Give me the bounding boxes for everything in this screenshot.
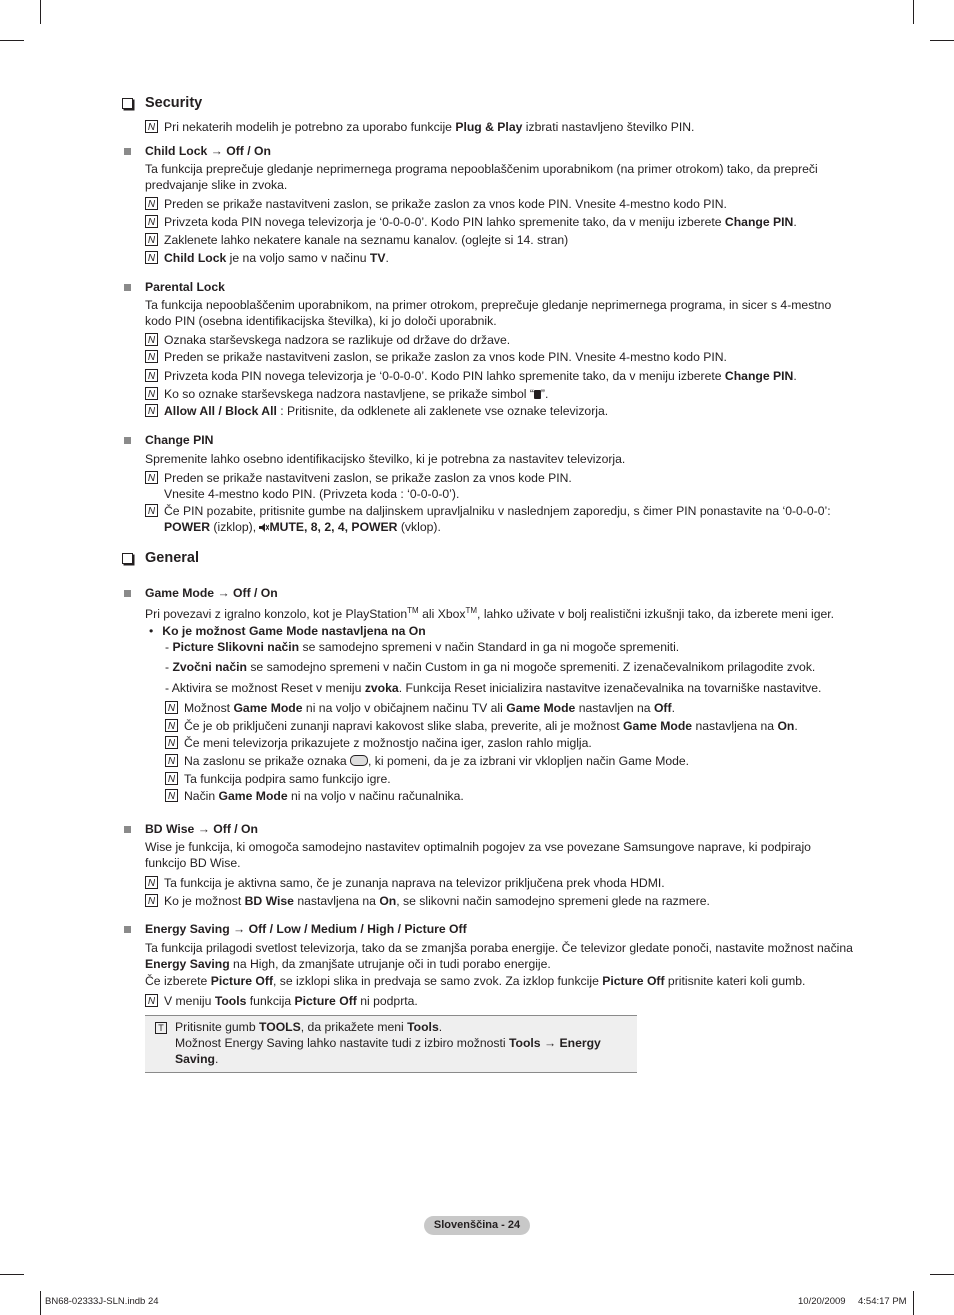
- dash-item: - Aktivira se možnost Reset v meniju zvoka. Funkcija Reset inicializira nastavitve izenačevalnika na tovarniške nastavitve.: [165, 681, 822, 695]
- paragraph: Spremenite lahko osebno identifikacijsko številko, ki je potrebna za nastavitev televizorja.: [145, 452, 626, 466]
- note-icon: N: [165, 701, 178, 714]
- subsection-title-game-mode: Game Mode → Off / On: [124, 586, 278, 600]
- checkbox-icon: [122, 553, 133, 564]
- note: N Ta funkcija podpira samo funkcijo igre.: [165, 771, 875, 787]
- note-icon: N: [145, 504, 158, 517]
- subsection-title-change-pin: Change PIN: [124, 433, 213, 447]
- square-bullet-icon: [124, 437, 131, 444]
- note-icon: N: [145, 215, 158, 228]
- note-icon: N: [145, 120, 158, 133]
- checkbox-icon: [122, 98, 133, 109]
- note: N Ta funkcija je aktivna samo, če je zunanja naprava na televizor priključena prek vhoda HDMI.: [145, 875, 855, 891]
- note: N Možnost Game Mode ni na voljo v običajnem načinu TV ali Game Mode nastavljen na Off.: [165, 700, 875, 716]
- square-bullet-icon: [124, 148, 131, 155]
- dash-item: - Picture Slikovni način se samodejno spremeni v način Standard in ga ni mogoče spremeniti.: [165, 640, 680, 654]
- note-icon: N: [145, 251, 158, 264]
- note-icon: N: [165, 719, 178, 732]
- page-number-badge: Slovenščina - 24: [424, 1216, 530, 1235]
- note: N Na zaslonu se prikaže oznaka , ki pomeni, da je za izbrani vir vklopljen način Game Mode.: [165, 753, 875, 769]
- square-bullet-icon: [124, 926, 131, 933]
- paragraph: Ta funkcija nepooblaščenim uporabnikom, na primer otrokom, preprečuje gledanje neprimernega programa, in sicer s 4-mestno kodo PIN (osebna identifikacijska številka), ki jo določi uporabnik.: [145, 298, 832, 328]
- note: N Privzeta koda PIN novega televizorja je ‘0-0-0-0’. Kodo PIN lahko spremenite tako, da v meniju izberete Change PIN.: [145, 368, 855, 384]
- bullet-item: • Ko je možnost Game Mode nastavljena na On: [149, 624, 426, 638]
- note: N Preden se prikaže nastavitveni zaslon, se prikaže zaslon za vnos kode PIN. Vnesite 4-mestno kodo PIN. (Privzeta koda : ‘0-0-0-0’).: [145, 470, 855, 502]
- imprint-time: 4:54:17 PM: [858, 1296, 907, 1307]
- note-icon: N: [165, 772, 178, 785]
- note: N Pri nekaterih modelih je potrebno za uporabo funkcije Plug & Play izbrati nastavljeno številko PIN.: [145, 119, 855, 135]
- square-bullet-icon: [124, 590, 131, 597]
- square-bullet-icon: [124, 284, 131, 291]
- subsection-title-energy-saving: Energy Saving → Off / Low / Medium / High / Picture Off: [124, 922, 467, 936]
- imprint-date: 10/20/2009: [798, 1296, 846, 1307]
- crop-mark: [0, 40, 24, 41]
- paragraph: Pri povezavi z igralno konzolo, kot je PlayStation™ ali Xbox™, lahko uživate v bolj realistični izkušnji tako, da izberete meni iger.: [145, 606, 835, 622]
- note-icon: N: [145, 333, 158, 346]
- section-title-general: General: [122, 550, 199, 566]
- tools-tip-box: T Pritisnite gumb TOOLS, da prikažete meni Tools. Možnost Energy Saving lahko nastavite tudi z izbiro možnosti Tools → Energy Saving.: [145, 1015, 637, 1073]
- gamepad-icon: [350, 755, 368, 766]
- paragraph: Če izberete Picture Off, se izklopi slika in predvaja se samo zvok. Za izklop funkcije Picture Off pritisnite kateri koli gumb.: [145, 974, 806, 988]
- subsection-title-parental-lock: Parental Lock: [124, 280, 225, 294]
- note: N Če meni televizorja prikazujete z možnostjo načina iger, zaslon rahlo miglja.: [165, 735, 875, 751]
- paragraph: Ta funkcija prilagodi svetlost televizorja, tako da se zmanjša poraba energije. Če televizor gledate ponoči, nastavite možnost načina Energy Saving na High, da zmanjšate utrujanje oči in tudi porabo energije.: [145, 941, 853, 971]
- note: N Allow All / Block All : Pritisnite, da odklenete ali zaklenete vse oznake televizorja.: [145, 403, 855, 419]
- crop-mark: [0, 1274, 24, 1275]
- note: N Zaklenete lahko nekatere kanale na seznamu kanalov. (oglejte si 14. stran): [145, 232, 855, 248]
- note: N V meniju Tools funkcija Picture Off ni podprta.: [145, 993, 855, 1009]
- note-icon: N: [145, 994, 158, 1007]
- note: N Če je ob priključeni zunanji napravi kakovost slike slaba, preverite, ali je možnost Game Mode nastavljena na On.: [165, 718, 875, 734]
- square-bullet-icon: [124, 826, 131, 833]
- tools-icon: T: [155, 1022, 167, 1034]
- note-icon: N: [145, 404, 158, 417]
- note: N Preden se prikaže nastavitveni zaslon, se prikaže zaslon za vnos kode PIN. Vnesite 4-mestno kodo PIN.: [145, 349, 855, 365]
- imprint-file: BN68-02333J-SLN.indb 24: [45, 1296, 159, 1307]
- crop-mark: [930, 40, 954, 41]
- crop-mark: [913, 1291, 914, 1315]
- paragraph: Wise je funkcija, ki omogoča samodejno nastavitev optimalnih pogojev za vse povezane Samsungove naprave, ki podpirajo funkcijo BD Wise.: [145, 840, 811, 870]
- crop-mark: [40, 0, 41, 24]
- note: N Ko so oznake starševskega nadzora nastavljene, se prikaže simbol “ ”.: [145, 386, 855, 402]
- note-icon: N: [165, 789, 178, 802]
- subsection-title-bd-wise: BD Wise → Off / On: [124, 822, 258, 836]
- note: N Oznaka starševskega nadzora se razlikuje od države do države.: [145, 332, 855, 348]
- note-icon: N: [165, 736, 178, 749]
- note: N Ko je možnost BD Wise nastavljena na On, se slikovni način samodejno spremeni glede na razmere.: [145, 893, 855, 909]
- note: N Child Lock je na voljo samo v načinu TV.: [145, 250, 855, 266]
- note-icon: N: [145, 471, 158, 484]
- mute-icon: [259, 523, 269, 532]
- crop-mark: [913, 0, 914, 24]
- note-icon: N: [165, 754, 178, 767]
- section-title-security: Security: [122, 95, 202, 111]
- note: N Preden se prikaže nastavitveni zaslon, se prikaže zaslon za vnos kode PIN. Vnesite 4-mestno kodo PIN.: [145, 196, 855, 212]
- note-icon: N: [145, 387, 158, 400]
- lock-icon: [534, 390, 541, 399]
- subsection-title-child-lock: Child Lock → Off / On: [124, 144, 271, 158]
- note-icon: N: [145, 350, 158, 363]
- note-icon: N: [145, 369, 158, 382]
- note-icon: N: [145, 197, 158, 210]
- note-icon: N: [145, 894, 158, 907]
- note: N Če PIN pozabite, pritisnite gumbe na daljinskem upravljalniku v naslednjem zaporedju, s čimer PIN ponastavite na ‘0-0-0-0’: POWER (izklop), MUTE, 8, 2, 4, POWER (vklop).: [145, 503, 855, 535]
- paragraph: Ta funkcija preprečuje gledanje neprimernega programa nepooblaščenim uporabnikom (na primer otrokom) tako, da prepreči predvajanje slike in zvoka.: [145, 162, 818, 192]
- note-icon: N: [145, 876, 158, 889]
- note: N Način Game Mode ni na voljo v načinu računalnika.: [165, 788, 875, 804]
- note-icon: N: [145, 233, 158, 246]
- note: N Privzeta koda PIN novega televizorja je ‘0-0-0-0’. Kodo PIN lahko spremenite tako, da v meniju izberete Change PIN.: [145, 214, 855, 230]
- crop-mark: [40, 1291, 41, 1315]
- dash-item: - Zvočni način se samodejno spremeni v način Custom in ga ni mogoče spremeniti. Z izenačevalnikom prilagodite zvok.: [165, 660, 816, 674]
- crop-mark: [930, 1274, 954, 1275]
